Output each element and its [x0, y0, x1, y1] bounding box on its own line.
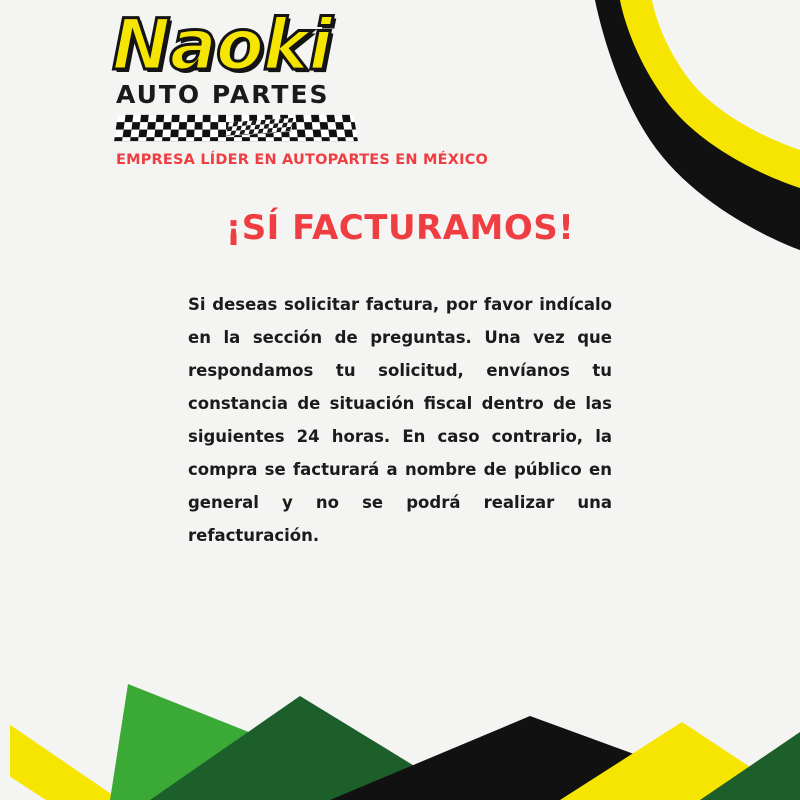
- decoration-bottom: [0, 600, 800, 800]
- body-paragraph-text: Si deseas solicitar factura, por favor indícalo en la sección de preguntas. Una vez que respondamos tu solicitud, envíanos tu constancia de situación fiscal dentro de las siguientes 24 horas. En caso contrario, la compra se facturará a nombre de público en general y no se podrá realizar una refacturación.: [188, 295, 612, 545]
- left-margin-band: [0, 0, 10, 800]
- brand-tagline: EMPRESA LÍDER EN AUTOPARTES EN MÉXICO: [116, 152, 489, 168]
- page-title: ¡SÍ FACTURAMOS!: [225, 208, 575, 248]
- body-paragraph: [188, 288, 612, 552]
- brand-wordmark: Naoki: [112, 4, 332, 86]
- brand-subtitle: AUTO PARTES: [116, 80, 330, 109]
